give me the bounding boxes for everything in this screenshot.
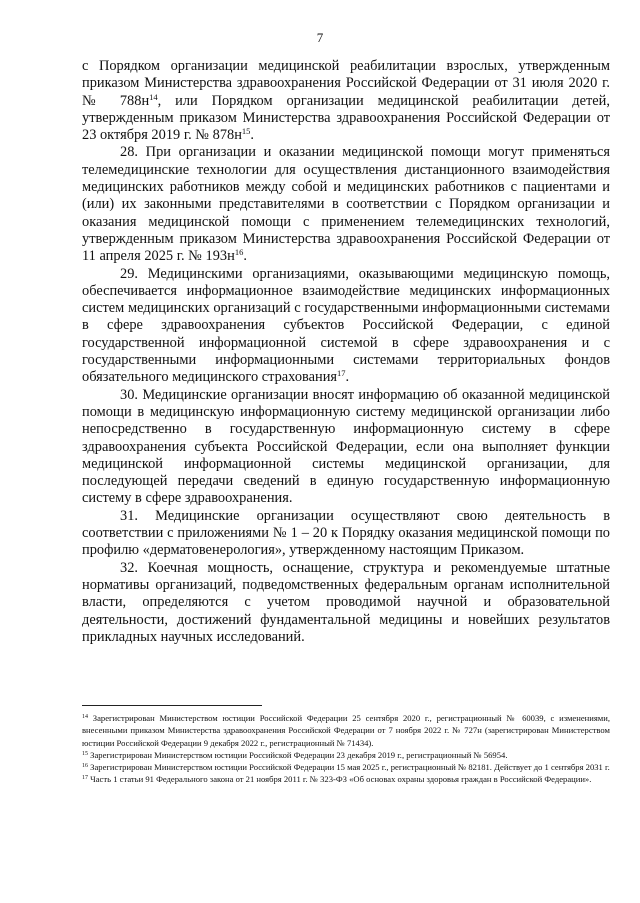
text-run: 30. Медицинские организации вносят информацию об оказанной медицинской помощи в медицинскую информационную систему медицинской организации либо непосредственно в государственную информационную систему в сфере здравоохранения субъекта Российской Федерации, если она выполняет функции медицинской информационной системы медицинской организации, для последующей передачи сведений в единую государственную информационную систему в сфере здравоохранения. (82, 386, 610, 507)
footnote-text: Зарегистрирован Министерством юстиции Российской Федерации 25 сентября 2020 г., регистрационный № 60039, с изменениями, внесенными приказом Министерства здравоохранения Российской Федерации от 7 ноября 2022 г. № 727н (зарегистрирован Министерством юстиции Российской Федерации 9 декабря 2022 г., регистрационный № 71434). (82, 713, 610, 748)
footnote-15 (82, 749, 610, 761)
footnote-number: 16 (82, 763, 88, 770)
body-text (82, 58, 610, 646)
footnotes (82, 712, 610, 786)
footnote-ref-17[interactable]: 17 (337, 368, 346, 379)
text-run: . (250, 127, 255, 144)
footnote-ref-15[interactable]: 15 (241, 126, 251, 137)
paragraph-32 (82, 560, 610, 646)
paragraph-30 (82, 387, 610, 508)
text-run: . (243, 248, 247, 265)
footnote-number: 14 (82, 714, 88, 720)
footnote-ref-16[interactable]: 16 (234, 247, 244, 258)
footnote-14 (82, 712, 610, 749)
text-run: 32. Коечная мощность, оснащение, структура и рекомендуемые штатные нормативы организаций, подведомственных федеральным органам исполнительной власти, определяются с учетом проводимой научной и образовательной деятельности, достижений фундаментальной медицины и новейших результатов прикладных научных исследований. (82, 559, 610, 645)
text-run: 31. Медицинские организации осуществляют свою деятельность в соответствии с приложениями № 1 – 20 к Порядку оказания медицинской помощи по профилю «дерматовенерология», утвержденному настоящим Приказом. (82, 507, 610, 559)
footnote-divider (82, 705, 262, 706)
footnote-number: 17 (82, 775, 88, 782)
footnote-text: Зарегистрирован Министерством юстиции Российской Федерации 23 декабря 2019 г., регистрационный № 56954. (90, 749, 508, 760)
paragraph-29 (82, 266, 610, 387)
paragraph-continued (82, 58, 610, 144)
text-run: 29. Медицинскими организациями, оказывающими медицинскую помощь, обеспечивается информационное взаимодействие медицинских информационных систем медицинских организаций с государственными информационными системами в сфере здравоохранения субъектов Российской Федерации, с единой государственной информационной системой в сфере здравоохранения и с государственными информационными системами территориальных фондов обязательного медицинского страхования (82, 265, 610, 386)
footnote-text: Часть 1 статьи 91 Федерального закона от 21 ноября 2011 г. № 323-ФЗ «Об основах охраны здоровья граждан в Российской Федерации». (90, 774, 592, 785)
text-run: . (345, 369, 350, 386)
paragraph-28 (82, 144, 610, 265)
footnote-ref-14[interactable]: 14 (149, 91, 158, 102)
page-number: 7 (316, 30, 324, 45)
footnote-text: Зарегистрирован Министерством юстиции Российской Федерации 15 мая 2025 г., регистрационный № 82181. Действует до 1 сентября 2031 г. (90, 762, 610, 773)
text-run: с Порядком организации медицинской реабилитации взрослых, утвержденным приказом Министерства здравоохранения Российской Федерации от 31 июля 2020 г. № 788н (82, 58, 610, 109)
paragraph-31 (82, 508, 610, 560)
footnote-16 (82, 761, 610, 773)
text-run: , или Порядком организации медицинской реабилитации детей, утвержденным приказом Министерства здравоохранения Российской Федерации от 23 октября 2019 г. № 878н (82, 92, 610, 144)
text-run: 28. При организации и оказании медицинской помощи могут применяться телемедицинские технологии для осуществления дистанционного взаимодействия медицинских работников между собой и медицинских работников с пациентами и (или) их законными представителями в соответствии с Порядком организации и оказания медицинской помощи с применением телемедицинских технологий, утвержденным приказом Министерства здравоохранения Российской Федерации от 11 апреля 2025 г. № 193н (82, 144, 610, 265)
footnote-17 (82, 773, 610, 785)
footnote-number: 15 (82, 750, 88, 757)
